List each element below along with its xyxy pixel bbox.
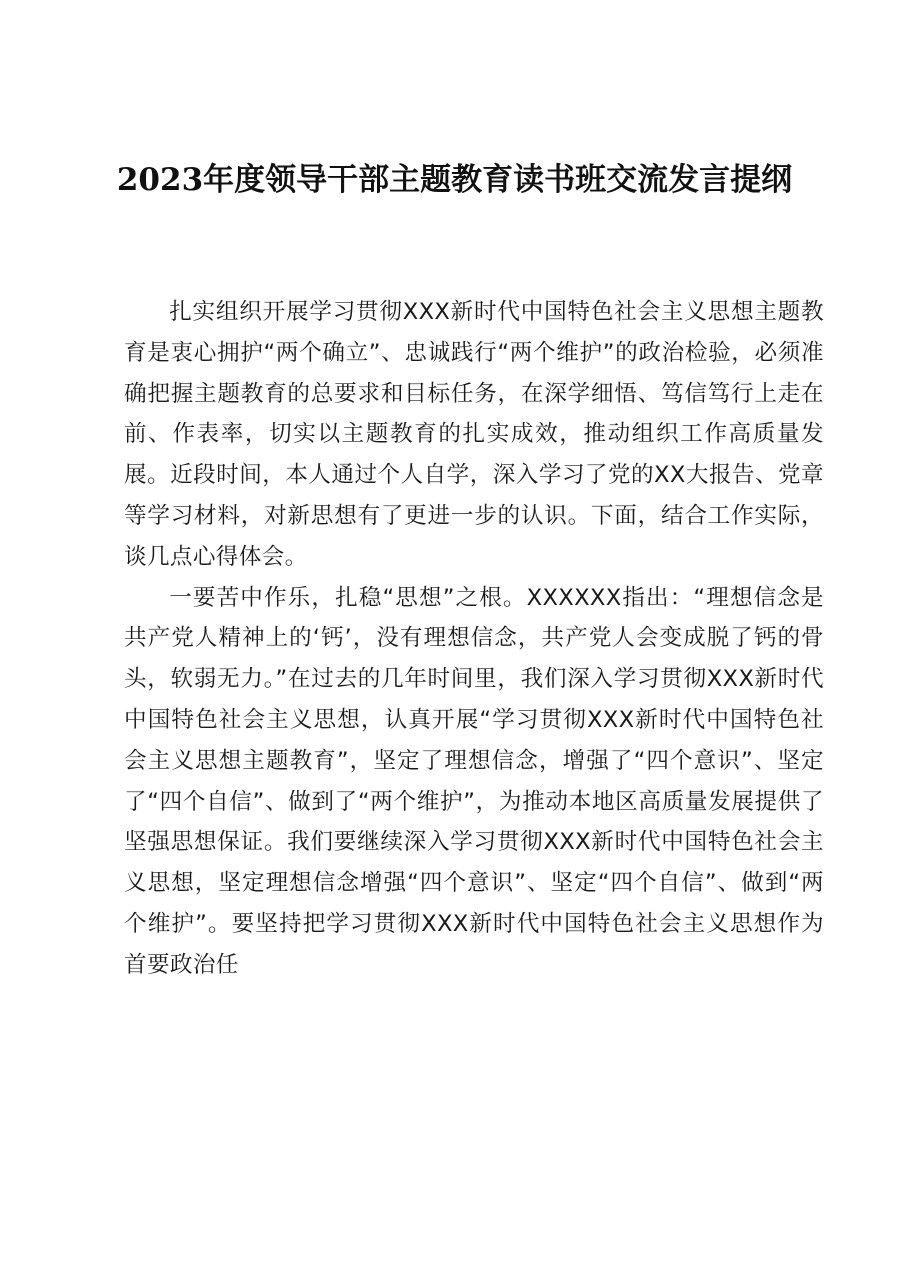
paragraph-2: 一要苦中作乐，扎稳“思想”之根。XXXXXX指出：“理想信念是共产党人精神上的‘钙’，没有理想信念，共产党人会变成脱了钙的骨头，软弱无力。”在过去的几年时间里，我们深入学习贯彻XXX新时代中国特色社会主义思想，认真开展“学习贯彻XXX新时代中国特色社会主义思想主题教育”，坚定了理想信念，增强了“四个意识”、坚定了“四个自信”、做到了“两个维护”，为推动本地区高质量发展提供了坚强思想保证。我们要继续深入学习贯彻XXX新时代中国特色社会主义思想，坚定理想信念增强“四个意识”、坚定“四个自信”、做到“两个维护”。要坚持把学习贯彻XXX新时代中国特色社会主义思想作为首要政治任 (124, 584, 824, 978)
document-title: 2023年度领导干部主题教育读书班交流发言提纲 (116, 162, 793, 198)
document-body (124, 292, 824, 986)
paragraph-1: 扎实组织开展学习贯彻XXX新时代中国特色社会主义思想主题教育是衷心拥护“两个确立”、忠诚践行“两个维护”的政治检验，必须准确把握主题教育的总要求和目标任务，在深学细悟、笃信笃行上走在前、作表率，切实以主题教育的扎实成效，推动组织工作高质量发展。近段时间，本人通过个人自学，深入学习了党的XX大报告、党章等学习材料，对新思想有了更进一步的认识。下面，结合工作实际，谈几点心得体会。 (124, 299, 824, 570)
